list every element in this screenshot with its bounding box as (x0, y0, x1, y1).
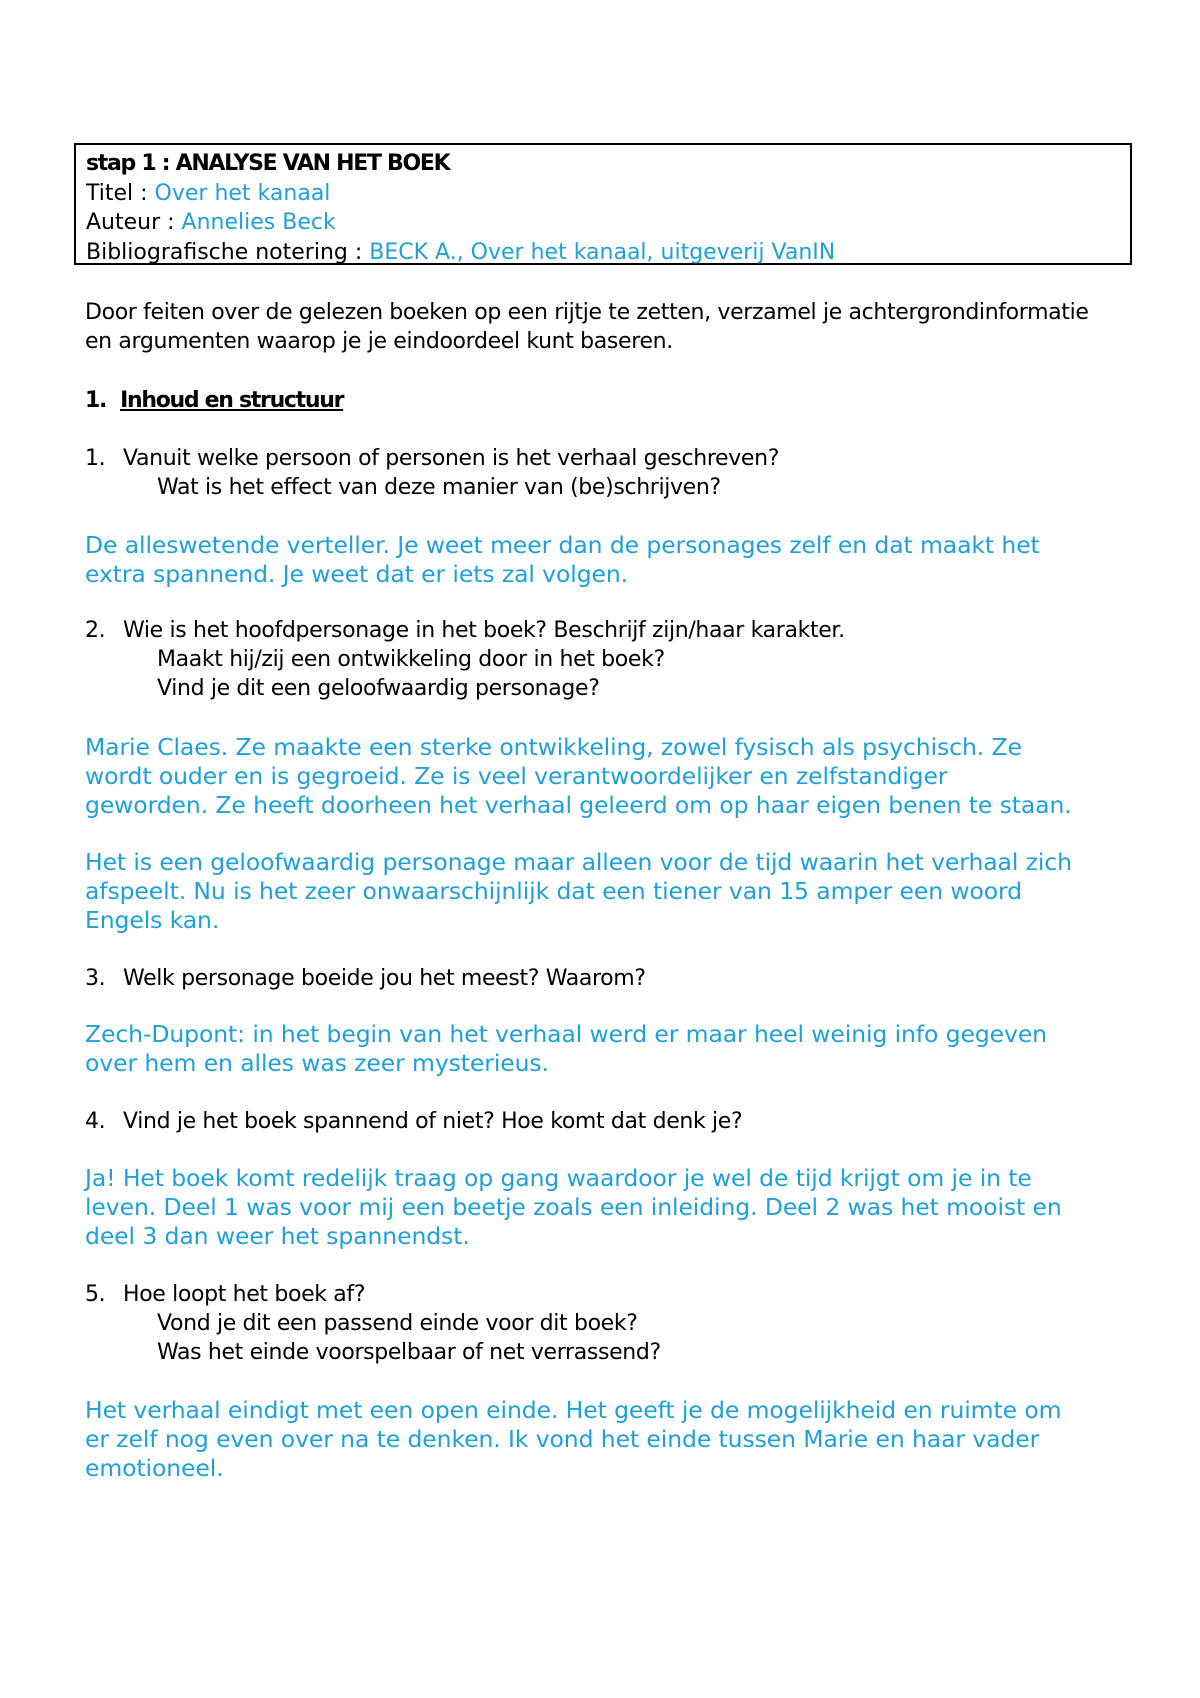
intro-paragraph (85, 298, 1145, 356)
question-number: 2. (85, 618, 106, 643)
intro-line: en argumenten waarop je je eindoordeel kunt baseren. (85, 329, 673, 354)
title-row (86, 179, 1120, 209)
section-number: 1. (85, 388, 107, 413)
answer-line: De alleswetende verteller. Je weet meer dan de personages zelf en dat maakt het (85, 531, 1040, 559)
question-text: Wie is het hoofdpersonage in het boek? Beschrijf zijn/haar karakter. (123, 618, 845, 643)
question-2 (85, 616, 845, 703)
question-number: 1. (85, 446, 106, 471)
answer-line: Het is een geloofwaardig personage maar alleen voor de tijd waarin het verhaal zich (85, 848, 1072, 876)
intro-line: Door feiten over de gelezen boeken op een rijtje te zetten, verzamel je achtergrondinformatie (85, 300, 1089, 325)
answer-line: over hem en alles was zeer mysterieus. (85, 1049, 549, 1077)
step-title: stap 1 : ANALYSE VAN HET BOEK (86, 151, 450, 176)
answer-line: Het verhaal eindigt met een open einde. Het geeft je de mogelijkheid en ruimte om (85, 1396, 1062, 1424)
question-subtext: Vond je dit een passend einde voor dit boek? (157, 1311, 638, 1336)
answer-4 (85, 1164, 1165, 1251)
question-subtext: Maakt hij/zij een ontwikkeling door in het boek? (157, 647, 665, 672)
bibliography-value: BECK A., Over het kanaal, uitgeverij VanIN (369, 239, 836, 265)
author-value: Annelies Beck (181, 210, 336, 235)
answer-line: emotioneel. (85, 1454, 224, 1482)
bibliography-row (86, 238, 1120, 268)
answer-2a (85, 733, 1165, 820)
question-number: 3. (85, 966, 106, 991)
author-row (86, 208, 1120, 238)
answer-line: Engels kan. (85, 906, 220, 934)
answer-line: deel 3 dan weer het spannendst. (85, 1222, 470, 1250)
section-title: Inhoud en structuur (120, 388, 344, 413)
answer-line: er zelf nog even over na te denken. Ik vond het einde tussen Marie en haar vader (85, 1425, 1040, 1453)
question-subtext: Was het einde voorspelbaar of net verrassend? (157, 1340, 661, 1365)
question-subtext: Wat is het effect van deze manier van (be)schrijven? (157, 475, 721, 500)
answer-1 (85, 531, 1165, 589)
question-text: Vind je het boek spannend of niet? Hoe komt dat denk je? (123, 1109, 743, 1134)
answer-2b (85, 848, 1165, 935)
answer-line: leven. Deel 1 was voor mij een beetje zoals een inleiding. Deel 2 was het mooist en (85, 1193, 1062, 1221)
answer-line: Ja! Het boek komt redelijk traag op gang waardoor je wel de tijd krijgt om je in te (85, 1164, 1032, 1192)
answer-line: extra spannend. Je weet dat er iets zal volgen. (85, 560, 629, 588)
question-4 (85, 1107, 742, 1136)
question-number: 4. (85, 1109, 106, 1134)
bibliography-label: Bibliografische notering : (86, 239, 370, 265)
question-text: Welk personage boeide jou het meest? Waarom? (123, 966, 646, 991)
author-label: Auteur : (86, 210, 182, 235)
question-subtext: Vind je dit een geloofwaardig personage? (157, 676, 600, 701)
answer-5 (85, 1396, 1165, 1483)
answer-line: Marie Claes. Ze maakte een sterke ontwikkeling, zowel fysisch als psychisch. Ze (85, 733, 1022, 761)
answer-line: geworden. Ze heeft doorheen het verhaal geleerd om op haar eigen benen te staan. (85, 791, 1072, 819)
answer-line: wordt ouder en is gegroeid. Ze is veel verantwoordelijker en zelfstandiger (85, 762, 948, 790)
question-1 (85, 444, 779, 502)
section-heading (85, 388, 343, 413)
question-5 (85, 1280, 661, 1367)
title-label: Titel : (86, 180, 155, 206)
answer-line: Zech-Dupont: in het begin van het verhaal werd er maar heel weinig info gegeven (85, 1020, 1047, 1048)
book-info-box (74, 143, 1132, 265)
question-3 (85, 964, 646, 993)
question-text: Hoe loopt het boek af? (123, 1282, 366, 1307)
question-number: 5. (85, 1282, 106, 1307)
title-value: Over het kanaal (154, 180, 331, 206)
answer-3 (85, 1020, 1165, 1078)
question-text: Vanuit welke persoon of personen is het verhaal geschreven? (123, 446, 780, 471)
answer-line: afspeelt. Nu is het zeer onwaarschijnlijk dat een tiener van 15 amper een woord (85, 877, 1023, 905)
